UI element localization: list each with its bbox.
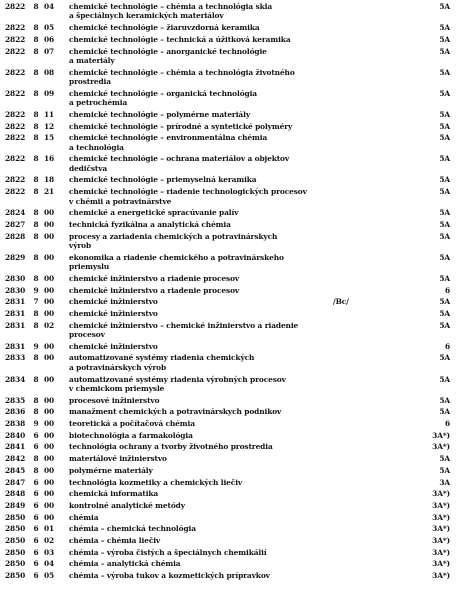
code-part-2: 8 — [33, 67, 39, 77]
grade: 5A — [439, 395, 450, 405]
degree-note: /Bc/ — [333, 297, 349, 307]
code-part-1: 2822 — [5, 121, 26, 131]
code-part-1: 2822 — [5, 2, 26, 11]
code-part-2: 8 — [33, 454, 39, 464]
table-row — [0, 253, 461, 272]
grade: 3A*) — [432, 547, 450, 557]
code-part-2: 6 — [33, 489, 39, 499]
code-part-2: 8 — [33, 109, 39, 119]
program-name: ekonomika a riadenie chemického a potravinárskeho priemyslu — [69, 252, 284, 272]
table-row — [0, 342, 461, 351]
program-name: chémia – chémia liečiv — [69, 536, 161, 545]
grade: 3A*) — [432, 430, 450, 440]
table-row — [0, 501, 461, 510]
code-part-1: 2822 — [5, 133, 26, 143]
code-part-1: 2822 — [5, 67, 26, 77]
code-part-1: 2833 — [5, 353, 26, 363]
program-name: automatizované systémy riadenia výrobných procesov v chemickom priemysle — [69, 374, 286, 393]
code-part-1: 2838 — [5, 419, 26, 428]
table-row — [0, 396, 461, 405]
code-part-2: 8 — [33, 465, 39, 475]
code-part-1: 2822 — [5, 34, 26, 44]
code-part-1: 2831 — [5, 320, 26, 330]
code-part-3: 00 — [44, 477, 55, 487]
program-name: technológia ochrany a tvorby životného prostredia — [69, 442, 273, 452]
code-part-3: 15 — [44, 133, 55, 143]
table-row — [0, 375, 461, 394]
code-part-3: 16 — [44, 154, 55, 164]
program-name: chemická informatika — [69, 489, 159, 499]
code-part-1: 2835 — [5, 395, 26, 405]
table-row — [0, 23, 461, 32]
code-part-3: 00 — [44, 231, 55, 241]
grade: 5A — [439, 88, 450, 98]
code-part-2: 8 — [33, 46, 39, 56]
code-part-3: 04 — [44, 2, 55, 11]
program-name: automatizované systémy riadenia chemických a potravinárskych výrob — [69, 353, 255, 372]
code-part-3: 00 — [44, 273, 55, 283]
program-name: chemické technológie – polymérne materiály — [69, 109, 251, 119]
code-part-2: 8 — [33, 374, 39, 384]
code-part-3: 07 — [44, 46, 55, 56]
program-name: chémia – analytická chémia — [69, 559, 181, 569]
table-row — [0, 321, 461, 340]
grade: 5A — [439, 154, 450, 164]
table-row — [0, 431, 461, 440]
code-part-2: 8 — [33, 320, 39, 330]
code-part-1: 2850 — [5, 547, 26, 557]
code-part-3: 00 — [44, 285, 55, 295]
program-name: chémia – výroba tukov a kozmetických prípravkov — [69, 571, 270, 581]
code-part-2: 8 — [33, 252, 39, 262]
code-part-1: 2831 — [5, 341, 26, 351]
grade: 5A — [439, 187, 450, 197]
program-name: chemické technológie – technická a úžitková keramika — [69, 34, 291, 44]
table-row — [0, 35, 461, 44]
table-row — [0, 536, 461, 545]
code-part-3: 00 — [44, 252, 55, 262]
grade: 6 — [444, 285, 450, 295]
code-part-2: 6 — [33, 571, 39, 581]
code-part-2: 6 — [33, 559, 39, 569]
grade: 3A*) — [432, 500, 450, 510]
program-name: biotechnológia a farmakológia — [69, 430, 193, 440]
code-part-3: 00 — [44, 512, 55, 522]
code-part-1: 2849 — [5, 500, 26, 510]
code-part-1: 2847 — [5, 477, 26, 487]
program-name: chémia — [69, 512, 99, 522]
program-name: chémia – chemická technológia — [69, 524, 196, 534]
table-row — [0, 309, 461, 318]
code-part-1: 2822 — [5, 88, 26, 98]
code-part-3: 06 — [44, 34, 55, 44]
program-name: chemické inžinierstvo — [69, 308, 158, 318]
grade: 5A — [439, 374, 450, 384]
table-row — [0, 559, 461, 568]
table-row — [0, 466, 461, 475]
program-name: chemické a energetické spracúvanie palív — [69, 208, 239, 218]
code-part-1: 2830 — [5, 273, 26, 283]
program-name: chemické technológie – chémia a technológia skla a špeciálnych keramických materiálov — [69, 2, 273, 21]
code-part-1: 2842 — [5, 454, 26, 464]
table-row — [0, 286, 461, 295]
grade: 5A — [439, 252, 450, 262]
table-row — [0, 154, 461, 173]
grade: 5A — [439, 23, 450, 33]
program-name: chemické technológie – prírodné a syntetické polyméry — [69, 121, 293, 131]
code-part-2: 6 — [33, 524, 39, 534]
table-row — [0, 407, 461, 416]
table-row — [0, 2, 461, 21]
table-row — [0, 175, 461, 184]
program-name: chemické technológie – ochrana materiálov a objektov dedičstva — [69, 154, 290, 173]
table-row — [0, 442, 461, 451]
code-part-3: 03 — [44, 547, 55, 557]
code-part-2: 8 — [33, 34, 39, 44]
code-part-3: 18 — [44, 175, 55, 185]
table-row — [0, 489, 461, 498]
grade: 5A — [439, 121, 450, 131]
code-part-2: 9 — [33, 419, 39, 428]
program-name: procesy a zariadenia chemických a potravinárskych výrob — [69, 231, 278, 250]
code-part-3: 00 — [44, 465, 55, 475]
program-name: chémia – výroba čistých a špeciálnych chemikálií — [69, 547, 267, 557]
code-part-3: 00 — [44, 489, 55, 499]
code-part-1: 2845 — [5, 465, 26, 475]
code-part-3: 00 — [44, 374, 55, 384]
code-part-3: 00 — [44, 442, 55, 452]
code-part-3: 11 — [44, 109, 55, 119]
table-row — [0, 89, 461, 108]
program-name: technická fyzikálna a analytická chémia — [69, 219, 231, 229]
code-part-2: 8 — [33, 187, 39, 197]
code-part-2: 8 — [33, 88, 39, 98]
table-row — [0, 187, 461, 206]
code-part-1: 2822 — [5, 154, 26, 164]
table-row — [0, 274, 461, 283]
grade: 5A — [439, 109, 450, 119]
code-part-3: 00 — [44, 341, 55, 351]
table-row — [0, 478, 461, 487]
grade: 5A — [439, 67, 450, 77]
program-name: chemické inžinierstvo — [69, 297, 158, 307]
program-name: procesové inžinierstvo — [69, 395, 160, 405]
program-name: chemické technológie – priemyselná keramika — [69, 175, 257, 185]
code-part-1: 2824 — [5, 208, 26, 218]
code-part-3: 00 — [44, 308, 55, 318]
code-part-2: 8 — [33, 175, 39, 185]
program-name: manažment chemických a potravinárskych podnikov — [69, 407, 282, 417]
grade: 3A*) — [432, 489, 450, 499]
grade: 5A — [439, 407, 450, 417]
grade: 5A — [439, 454, 450, 464]
table-row — [0, 220, 461, 229]
code-part-2: 8 — [33, 208, 39, 218]
code-part-1: 2822 — [5, 23, 26, 33]
grade: 3A — [439, 477, 450, 487]
grade: 3A*) — [432, 512, 450, 522]
code-part-3: 21 — [44, 187, 55, 197]
code-part-3: 00 — [44, 419, 55, 428]
grade: 6 — [444, 419, 450, 428]
code-part-1: 2827 — [5, 219, 26, 229]
grade: 5A — [439, 297, 450, 307]
code-part-2: 6 — [33, 477, 39, 487]
code-part-1: 2831 — [5, 308, 26, 318]
code-part-1: 2829 — [5, 252, 26, 262]
grade: 3A*) — [432, 442, 450, 452]
table-row — [0, 571, 461, 580]
grade: 6 — [444, 341, 450, 351]
program-name: chemické technológie – žiaruvzdorná keramika — [69, 23, 260, 33]
code-part-3: 00 — [44, 208, 55, 218]
code-part-2: 9 — [33, 341, 39, 351]
program-name: kontrolné analytické metódy — [69, 500, 185, 510]
code-part-3: 05 — [44, 23, 55, 33]
code-part-2: 6 — [33, 512, 39, 522]
code-part-2: 8 — [33, 231, 39, 241]
table-row — [0, 353, 461, 372]
code-part-2: 8 — [33, 395, 39, 405]
code-part-2: 8 — [33, 308, 39, 318]
code-part-3: 00 — [44, 500, 55, 510]
table-row — [0, 47, 461, 66]
code-part-3: 02 — [44, 536, 55, 545]
program-name: chemické technológie – anorganické technológie a materiály — [69, 46, 267, 65]
grade: 3A*) — [432, 559, 450, 569]
grade: 3A*) — [432, 536, 450, 545]
code-part-3: 00 — [44, 430, 55, 440]
code-part-2: 8 — [33, 154, 39, 164]
code-part-2: 6 — [33, 547, 39, 557]
program-name: chemické technológie – organická technológia a petrochémia — [69, 88, 257, 108]
code-part-3: 00 — [44, 219, 55, 229]
table-row — [0, 548, 461, 557]
code-part-2: 8 — [33, 273, 39, 283]
code-part-2: 6 — [33, 442, 39, 452]
table-row — [0, 419, 461, 428]
code-part-2: 6 — [33, 430, 39, 440]
code-part-1: 2822 — [5, 175, 26, 185]
program-name: chemické technológie – environmentálna chémia a technológia — [69, 133, 268, 152]
code-part-1: 2822 — [5, 109, 26, 119]
code-part-2: 9 — [33, 285, 39, 295]
program-name: polymérne materiály — [69, 465, 153, 475]
code-part-2: 8 — [33, 219, 39, 229]
table-row — [0, 122, 461, 131]
code-part-3: 00 — [44, 297, 55, 307]
table-row — [0, 133, 461, 152]
code-part-2: 8 — [33, 407, 39, 417]
code-part-3: 05 — [44, 571, 55, 581]
program-name: chemické inžinierstvo a riadenie procesov — [69, 285, 240, 295]
code-part-3: 00 — [44, 454, 55, 464]
grade: 5A — [439, 175, 450, 185]
code-part-1: 2828 — [5, 231, 26, 241]
table-row — [0, 454, 461, 463]
table-row — [0, 297, 461, 306]
grade: 5A — [439, 34, 450, 44]
code-part-2: 8 — [33, 2, 39, 11]
program-name: teoretická a počítačová chémia — [69, 419, 195, 428]
program-name: materiálové inžinierstvo — [69, 454, 167, 464]
grade: 5A — [439, 308, 450, 318]
grade: 5A — [439, 46, 450, 56]
table-row — [0, 68, 461, 87]
table-row — [0, 513, 461, 522]
code-part-3: 08 — [44, 67, 55, 77]
code-part-3: 01 — [44, 524, 55, 534]
code-part-1: 2830 — [5, 285, 26, 295]
code-part-2: 6 — [33, 500, 39, 510]
code-part-1: 2831 — [5, 297, 26, 307]
code-part-2: 8 — [33, 23, 39, 33]
grade: 5A — [439, 320, 450, 330]
grade: 5A — [439, 465, 450, 475]
table-row — [0, 208, 461, 217]
code-part-1: 2850 — [5, 536, 26, 545]
grade: 5A — [439, 208, 450, 218]
code-part-1: 2848 — [5, 489, 26, 499]
code-part-1: 2840 — [5, 430, 26, 440]
grade: 5A — [439, 2, 450, 11]
code-part-2: 6 — [33, 536, 39, 545]
grade: 5A — [439, 353, 450, 363]
code-part-1: 2850 — [5, 512, 26, 522]
code-part-1: 2841 — [5, 442, 26, 452]
program-name: chemické inžinierstvo a riadenie procesov — [69, 273, 240, 283]
code-part-1: 2850 — [5, 571, 26, 581]
code-part-1: 2822 — [5, 46, 26, 56]
program-name: chemické inžinierstvo — [69, 341, 158, 351]
grade: 5A — [439, 273, 450, 283]
grade: 5A — [439, 231, 450, 241]
program-name: chemické technológie – riadenie technologických procesov v chémii a potravinárstve — [69, 187, 307, 206]
code-part-1: 2834 — [5, 374, 26, 384]
code-part-1: 2836 — [5, 407, 26, 417]
table-row — [0, 232, 461, 251]
code-part-3: 12 — [44, 121, 55, 131]
code-part-3: 00 — [44, 353, 55, 363]
code-part-2: 8 — [33, 353, 39, 363]
code-part-2: 7 — [33, 297, 39, 307]
code-part-1: 2850 — [5, 524, 26, 534]
code-part-2: 8 — [33, 133, 39, 143]
code-part-3: 00 — [44, 395, 55, 405]
grade: 5A — [439, 219, 450, 229]
code-part-1: 2850 — [5, 559, 26, 569]
code-part-3: 02 — [44, 320, 55, 330]
grade: 5A — [439, 133, 450, 143]
program-name: technológia kozmetiky a chemických liečiv — [69, 477, 243, 487]
grade: 3A*) — [432, 524, 450, 534]
table-row — [0, 110, 461, 119]
code-part-2: 8 — [33, 121, 39, 131]
table-row — [0, 524, 461, 533]
code-part-3: 09 — [44, 88, 55, 98]
grade: 3A*) — [432, 571, 450, 581]
code-part-3: 04 — [44, 559, 55, 569]
program-name: chemické inžinierstvo – chemické inžinierstvo a riadenie procesov — [69, 320, 299, 339]
program-name: chemické technológie – chémia a technológia životného prostredia — [69, 67, 295, 86]
code-part-3: 00 — [44, 407, 55, 417]
code-part-1: 2822 — [5, 187, 26, 197]
